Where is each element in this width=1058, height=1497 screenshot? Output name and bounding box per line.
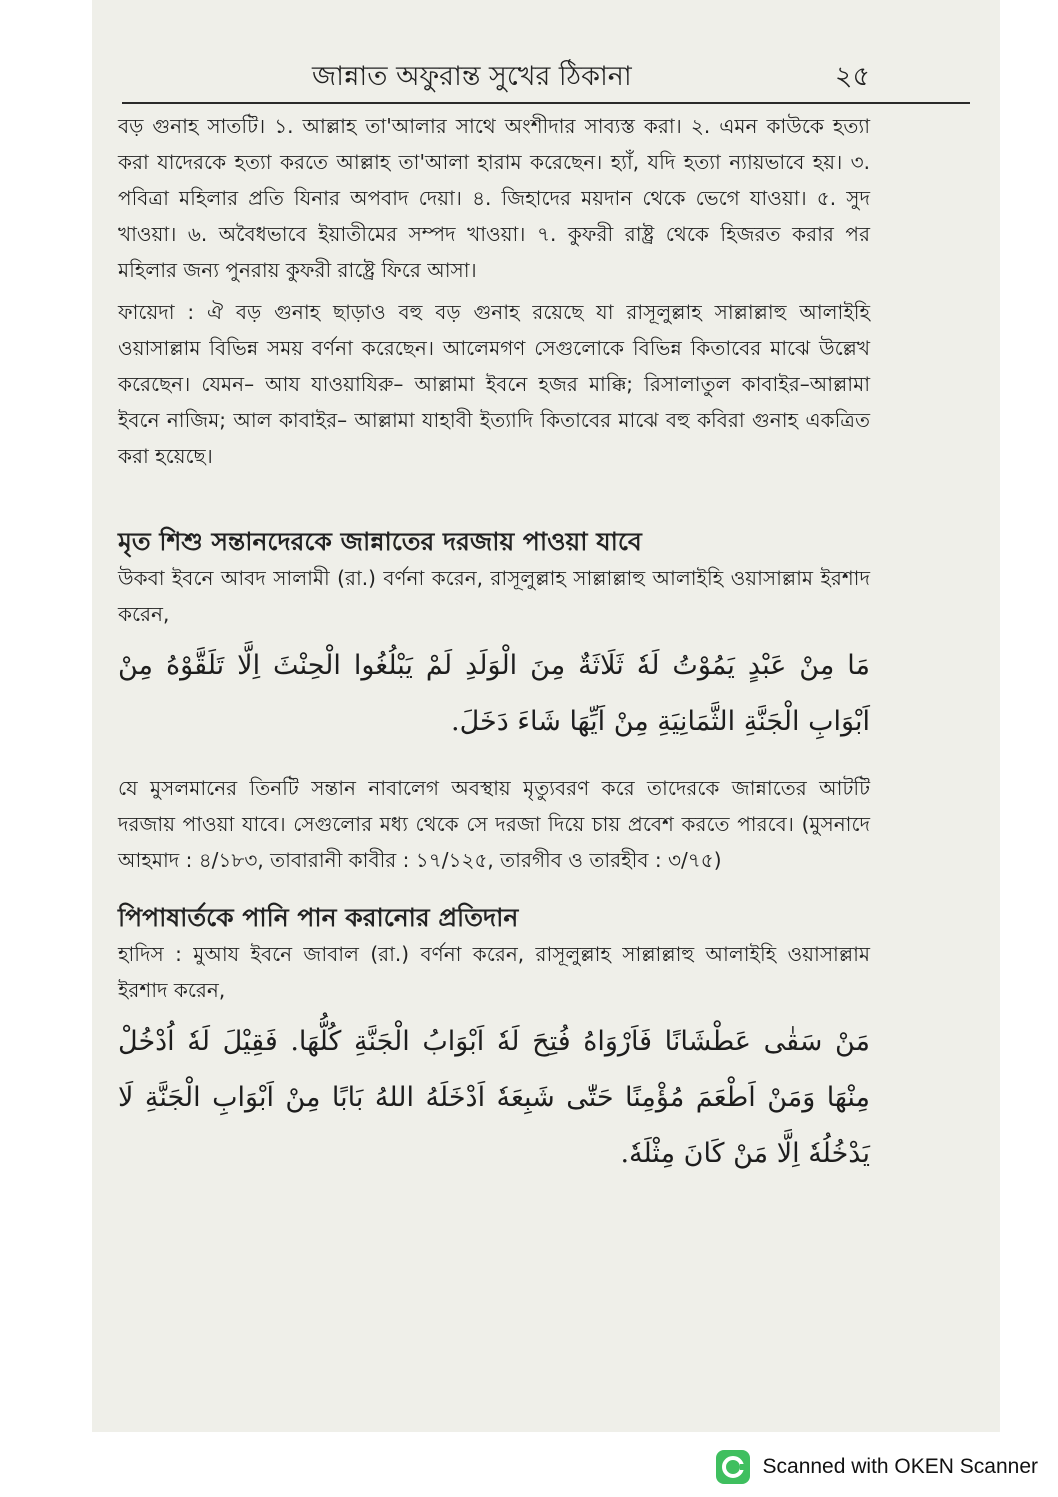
- page-content: [118, 108, 870, 1182]
- header-rule: [122, 102, 970, 104]
- oken-scanner-logo-icon: [715, 1449, 751, 1485]
- arabic-hadith-1: مَا مِنْ عَبْدٍ يَمُوْتُ لَهٗ ثَلَاثَةٌ مِنَ الْوَلَدِ لَمْ يَبْلُغُوا الْحِنْثَ اِلَّا تَلَقَّوْهُ مِنْ اَبْوَابِ الْجَنَّةِ الثَّمَانِيَةِ مِنْ اَيِّهَا شَاءَ دَخَلَ.: [118, 650, 870, 737]
- arabic-hadith-2: مَنْ سَقٰى عَطْشَانًا فَاَرْوَاهُ فُتِحَ لَهٗ اَبْوَابُ الْجَنَّةِ كُلُّهَا. فَقِيْلَ لَهٗ اُدْخُلْ مِنْهَا وَمَنْ اَطْعَمَ مُؤْمِنًا حَتّٰى شَبِعَهٗ اَدْخَلَهُ اللهُ بَابًا مِنْ اَبْوَابِ الْجَنَّةِ لَا يَدْخُلُهٗ اِلَّا مَنْ كَانَ مِثْلَهٗ.: [118, 1026, 870, 1169]
- page-header: [92, 50, 1000, 102]
- paragraph-translation-1: যে মুসলমানের তিনটি সন্তান নাবালেগ অবস্থায় মৃত্যুবরণ করে তাদেরকে জান্নাতের আটটি দরজায় পাওয়া যাবে। সেগুলোর মধ্য থেকে সে দরজা দিয়ে চায় প্রবেশ করতে পারবে। (মুসনাদে আহমাদ : ৪/১৮৩, তাবারানী কাবীর : ১৭/১২৫, তারগীব ও তারহীব : ৩/৭৫): [118, 776, 870, 872]
- paragraph-benefit: ফায়েদা : ঐ বড় গুনাহ ছাড়াও বহু বড় গুনাহ রয়েছে যা রাসূলুল্লাহ সাল্লাল্লাহু আলাইহি ওয়াসাল্লাম বিভিন্ন সময় বর্ণনা করেছেন। আলেমগণ সেগুলোকে বিভিন্ন কিতাবের মাঝে উল্লেখ করেছেন। যেমন– আয যাওয়াযিরু– আল্লামা ইবনে হজর মাক্কি; রিসালাতুল কাবাইর–আল্লামা ইবনে নাজিম; আল কাবাইর– আল্লামা যাহাবী ইত্যাদি কিতাবের মাঝে বহু কবিরা গুনাহ একত্রিত করা হয়েছে।: [118, 300, 870, 468]
- paragraph-narration-1: উকবা ইবনে আবদ সালামী (রা.) বর্ণনা করেন, রাসূলুল্লাহ সাল্লাল্লাহু আলাইহি ওয়াসাল্লাম ইরশাদ করেন,: [118, 566, 870, 626]
- heading-deceased-children: মৃত শিশু সন্তানদেরকে জান্নাতের দরজায় পাওয়া যাবে: [118, 527, 642, 556]
- page-number: ২৫: [834, 61, 870, 92]
- paragraph-narration-2: হাদিস : মুআয ইবনে জাবাল (রা.) বর্ণনা করেন, রাসূলুল্লাহ সাল্লাল্লাহু আলাইহি ওয়াসাল্লাম ইরশাদ করেন,: [118, 942, 870, 1002]
- paragraph-major-sins: বড় গুনাহ সাতটি। ১. আল্লাহ তা'আলার সাথে অংশীদার সাব্যস্ত করা। ২. এমন কাউকে হত্যা করা যাদেরকে হত্যা করতে আল্লাহ তা'আলা হারাম করেছেন। হ্যাঁ, যদি হত্যা ন্যায়ভাবে হয়। ৩. পবিত্রা মহিলার প্রতি যিনার অপবাদ দেয়া। ৪. জিহাদের ময়দান থেকে ভেগে যাওয়া। ৫. সুদ খাওয়া। ৬. অবৈধভাবে ইয়াতীমের সম্পদ খাওয়া। ৭. কুফরী রাষ্ট্র থেকে হিজরত করার পর মহিলার জন্য পুনরায় কুফরী রাষ্ট্রে ফিরে আসা।: [118, 114, 870, 282]
- scanner-watermark: [715, 1449, 1038, 1485]
- running-title: জান্নাত অফুরান্ত সুখের ঠিকানা: [312, 61, 632, 92]
- scanner-text: Scanned with OKEN Scanner: [762, 1455, 1038, 1478]
- heading-giving-water: পিপাষার্তকে পানি পান করানোর প্রতিদান: [118, 903, 519, 932]
